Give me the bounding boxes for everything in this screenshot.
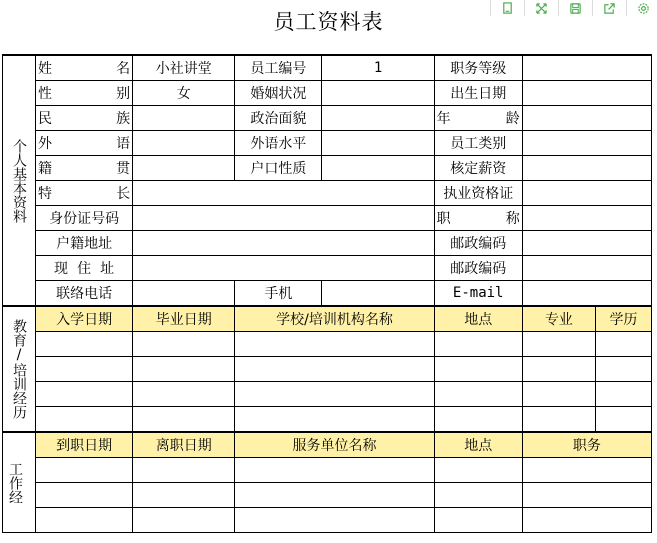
edu-col-degree: 学历 <box>595 306 651 332</box>
political-label: 政治面貌 <box>235 106 322 131</box>
specialty-label: 特长 <box>36 181 133 206</box>
emp-no-label: 员工编号 <box>235 55 322 81</box>
current-addr-label: 现住址 <box>36 256 133 281</box>
specialty-value[interactable] <box>133 181 434 206</box>
work-col-employer: 服务单位名称 <box>235 432 434 458</box>
postcode-value-2[interactable] <box>522 256 651 281</box>
expand-button[interactable] <box>524 0 558 16</box>
language-label: 外语 <box>36 131 133 156</box>
phone-label: 联络电话 <box>36 281 133 307</box>
edu-col-major: 专业 <box>522 306 595 332</box>
work-col-leave-date: 离职日期 <box>133 432 235 458</box>
age-label: 年龄 <box>434 106 522 131</box>
title-value[interactable] <box>522 206 651 231</box>
gender-label: 性别 <box>36 81 133 106</box>
id-value[interactable] <box>133 206 434 231</box>
job-grade-label: 职务等级 <box>434 55 522 81</box>
settings-button[interactable] <box>626 0 657 16</box>
table-row <box>3 407 652 433</box>
section-work-label: 工作经 <box>3 432 36 533</box>
table-row <box>3 483 652 508</box>
edu-col-grad-date: 毕业日期 <box>133 306 235 332</box>
table-row <box>3 332 652 357</box>
age-value[interactable] <box>522 106 651 131</box>
export-icon <box>603 2 616 15</box>
birth-value[interactable] <box>522 81 651 106</box>
section-personal-label: 个人基本资料 <box>3 55 36 306</box>
mobile-label: 手机 <box>235 281 322 307</box>
copy-button[interactable] <box>490 0 524 16</box>
hukou-label: 户口性质 <box>235 156 322 181</box>
work-col-position: 职务 <box>522 432 651 458</box>
origin-value[interactable] <box>133 156 235 181</box>
toolbar <box>490 0 657 16</box>
marital-label: 婚姻状况 <box>235 81 322 106</box>
table-row <box>3 458 652 483</box>
salary-value[interactable] <box>522 156 651 181</box>
current-addr-value[interactable] <box>133 256 434 281</box>
language-value[interactable] <box>133 131 235 156</box>
emp-no-value[interactable]: 1 <box>322 55 434 81</box>
expand-icon <box>535 2 548 15</box>
name-label: 姓名 <box>36 55 133 81</box>
email-label: E-mail <box>434 281 522 307</box>
sheet-title: 员工资料表 <box>273 10 384 34</box>
emp-type-value[interactable] <box>522 131 651 156</box>
gender-value[interactable]: 女 <box>133 81 235 106</box>
hukou-addr-label: 户籍地址 <box>36 231 133 256</box>
export-button[interactable] <box>592 0 626 16</box>
employee-info-table <box>2 54 652 533</box>
copy-icon <box>501 2 514 15</box>
work-col-location: 地点 <box>434 432 522 458</box>
license-value[interactable] <box>522 181 651 206</box>
postcode-label-1: 邮政编码 <box>434 231 522 256</box>
settings-icon <box>637 2 650 15</box>
lang-level-value[interactable] <box>322 131 434 156</box>
table-row <box>3 508 652 533</box>
emp-type-label: 员工类别 <box>434 131 522 156</box>
postcode-value-1[interactable] <box>522 231 651 256</box>
work-col-start-date: 到职日期 <box>36 432 133 458</box>
section-education-label: 教育/培训经历 <box>3 306 36 432</box>
origin-label: 籍贯 <box>36 156 133 181</box>
save-icon <box>569 2 582 15</box>
ethnicity-value[interactable] <box>133 106 235 131</box>
edu-col-school: 学校/培训机构名称 <box>235 306 434 332</box>
edu-col-start-date: 入学日期 <box>36 306 133 332</box>
email-value[interactable] <box>522 281 651 307</box>
postcode-label-2: 邮政编码 <box>434 256 522 281</box>
table-row <box>3 357 652 382</box>
hukou-addr-value[interactable] <box>133 231 434 256</box>
salary-label: 核定薪资 <box>434 156 522 181</box>
hukou-value[interactable] <box>322 156 434 181</box>
birth-label: 出生日期 <box>434 81 522 106</box>
license-label: 执业资格证 <box>434 181 522 206</box>
table-row <box>3 382 652 407</box>
ethnicity-label: 民族 <box>36 106 133 131</box>
save-button[interactable] <box>558 0 592 16</box>
edu-col-location: 地点 <box>434 306 522 332</box>
mobile-value[interactable] <box>322 281 434 307</box>
id-label: 身份证号码 <box>36 206 133 231</box>
lang-level-label: 外语水平 <box>235 131 322 156</box>
job-grade-value[interactable] <box>522 55 651 81</box>
name-value[interactable]: 小社讲堂 <box>133 55 235 81</box>
marital-value[interactable] <box>322 81 434 106</box>
phone-value[interactable] <box>133 281 235 307</box>
title-label: 职称 <box>434 206 522 231</box>
political-value[interactable] <box>322 106 434 131</box>
